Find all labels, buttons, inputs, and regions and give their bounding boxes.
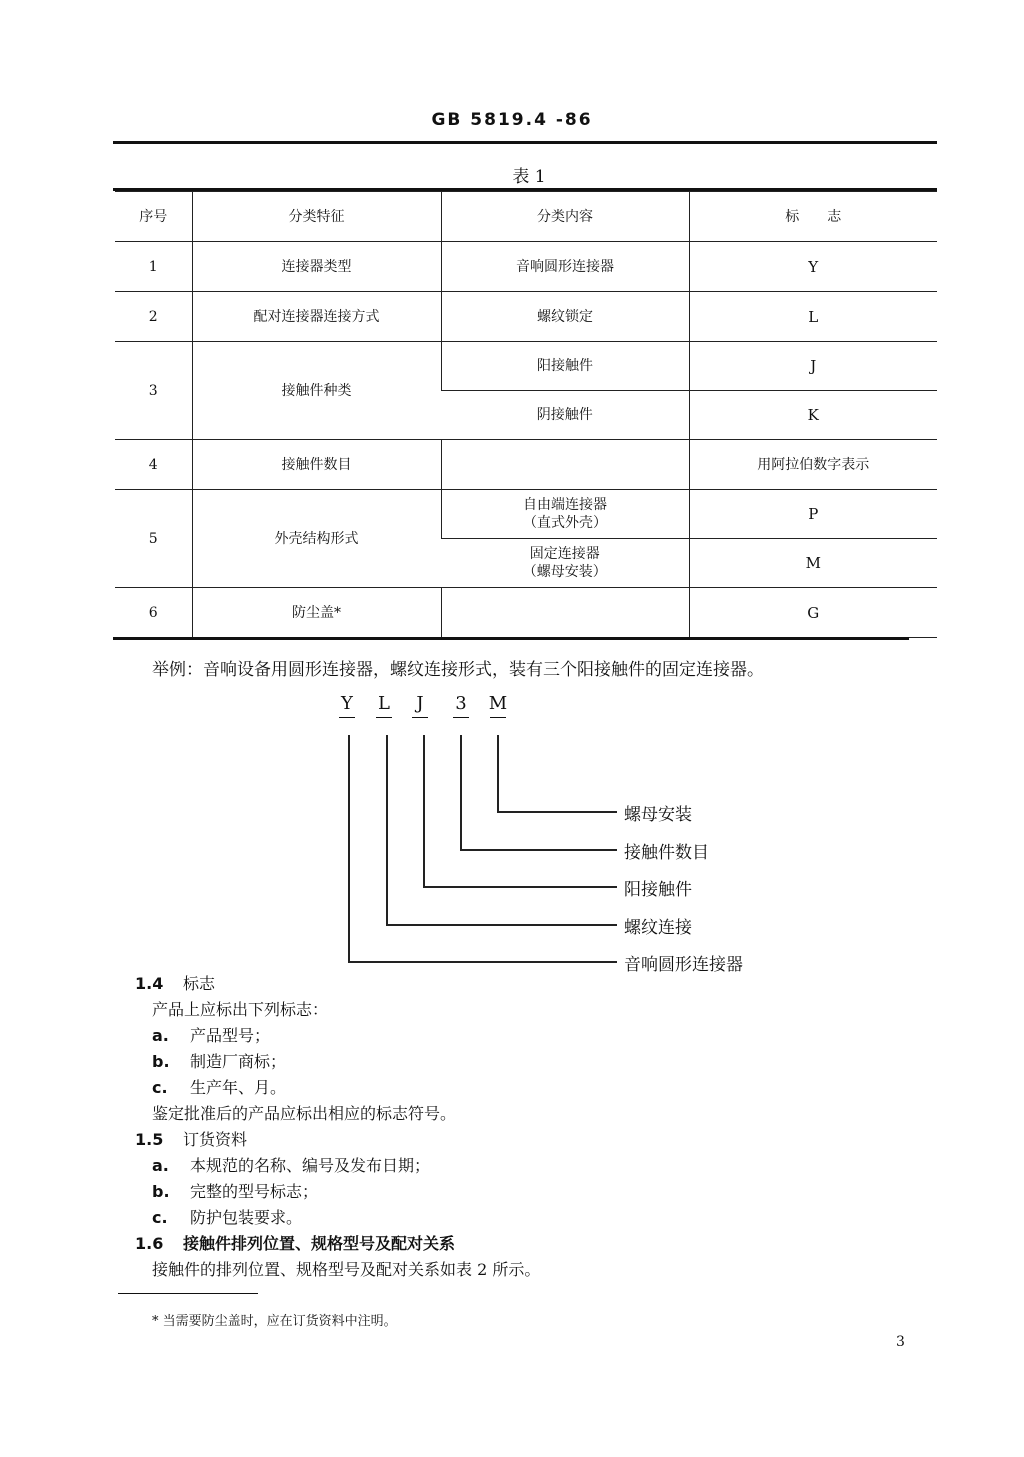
row-mark: M xyxy=(689,539,937,588)
section-intro: 产品上应标出下列标志： xyxy=(152,1000,329,1019)
list-label: a. xyxy=(152,1026,169,1045)
row-content: 阳接触件 xyxy=(441,342,689,391)
content-line: （螺母安装） xyxy=(522,564,607,580)
row-mark: Y xyxy=(689,242,937,292)
list-text: 生产年、月。 xyxy=(190,1078,287,1097)
code-letter-l: L xyxy=(378,693,390,714)
leader-j-vertical xyxy=(423,735,425,886)
row-no: 5 xyxy=(115,490,192,588)
code-letter-m: M xyxy=(488,693,508,714)
header-cell-no: 序号 xyxy=(115,192,192,242)
row-mark: 用阿拉伯数字表示 xyxy=(689,440,937,490)
leader-m-horizontal xyxy=(497,811,617,813)
callout-thread-connect: 螺纹连接 xyxy=(624,918,692,938)
footnote: * 当需要防尘盖时，应在订货资料中注明。 xyxy=(152,1314,397,1329)
code-underline xyxy=(339,717,355,718)
example-text: 举例：音响设备用圆形连接器，螺纹连接形式，装有三个阳接触件的固定连接器。 xyxy=(152,660,764,680)
header-cell-feature: 分类特征 xyxy=(192,192,441,242)
page-number: 3 xyxy=(896,1334,905,1350)
callout-audio-connector: 音响圆形连接器 xyxy=(624,955,743,975)
list-label: c. xyxy=(152,1078,168,1097)
row-no: 4 xyxy=(115,440,192,490)
table-row xyxy=(115,588,937,638)
list-text: 防护包装要求。 xyxy=(190,1208,303,1227)
row-no: 2 xyxy=(115,292,192,342)
row-feature: 接触件种类 xyxy=(192,342,441,440)
list-label: b. xyxy=(152,1182,170,1201)
section-note: 鉴定批准后的产品应标出相应的标志符号。 xyxy=(152,1104,457,1123)
row-no: 1 xyxy=(115,242,192,292)
leader-l-horizontal xyxy=(386,924,617,926)
section-number: 1.5 xyxy=(135,1130,164,1149)
section-title: 订货资料 xyxy=(183,1130,248,1149)
row-feature: 配对连接器连接方式 xyxy=(192,292,441,342)
row-content xyxy=(441,440,689,490)
row-feature: 外壳结构形式 xyxy=(192,490,441,588)
table-row xyxy=(115,342,937,391)
leader-3-vertical xyxy=(460,735,462,849)
row-no: 6 xyxy=(115,588,192,638)
table-row xyxy=(115,440,937,490)
list-text: 产品型号； xyxy=(190,1026,271,1045)
section-title: 标志 xyxy=(183,974,216,993)
row-mark: G xyxy=(689,588,937,638)
row-feature: 接触件数目 xyxy=(192,440,441,490)
section-heading-1-4 xyxy=(135,971,215,994)
list-label: a. xyxy=(152,1156,169,1175)
row-content xyxy=(441,588,689,638)
row-feature: 连接器类型 xyxy=(192,242,441,292)
header-rule xyxy=(113,141,937,144)
classification-table xyxy=(115,191,937,638)
row-feature: 防尘盖* xyxy=(192,588,441,638)
section-title: 接触件排列位置、规格型号及配对关系 xyxy=(183,1234,456,1253)
content-line: 自由端连接器 xyxy=(523,497,607,513)
list-text: 制造厂商标； xyxy=(190,1052,287,1071)
row-content: 螺纹锁定 xyxy=(441,292,689,342)
row-content: 阴接触件 xyxy=(441,391,689,440)
row-mark: K xyxy=(689,391,937,440)
table-header-row xyxy=(115,192,937,242)
section-text: 接触件的排列位置、规格型号及配对关系如表 2 所示。 xyxy=(152,1260,541,1279)
list-text: 完整的型号标志； xyxy=(190,1182,319,1201)
row-content: 音响圆形连接器 xyxy=(441,242,689,292)
list-item xyxy=(152,1205,302,1228)
row-no: 3 xyxy=(115,342,192,440)
code-letter-y: Y xyxy=(341,693,353,714)
section-number: 1.6 xyxy=(135,1234,164,1253)
document-header: GB 5819.4 -86 xyxy=(431,110,593,130)
leader-m-vertical xyxy=(497,735,499,811)
table-row xyxy=(115,490,937,539)
table-bottom-rule xyxy=(113,637,909,640)
code-letter-j: J xyxy=(416,693,424,714)
content-line: 固定连接器 xyxy=(529,546,600,562)
table-row xyxy=(115,242,937,292)
row-content xyxy=(441,490,689,539)
leader-3-horizontal xyxy=(460,849,617,851)
section-heading-1-5 xyxy=(135,1127,247,1150)
code-digit-3: 3 xyxy=(455,693,467,714)
leader-y-horizontal xyxy=(348,961,617,963)
list-item xyxy=(152,1049,286,1072)
table-caption: 表 1 xyxy=(512,167,546,187)
code-underline xyxy=(453,717,469,718)
list-label: b. xyxy=(152,1052,170,1071)
section-heading-1-6 xyxy=(135,1231,455,1254)
list-item xyxy=(152,1023,270,1046)
header-cell-mark: 标 志 xyxy=(689,192,937,242)
list-item xyxy=(152,1153,430,1176)
list-item xyxy=(152,1179,318,1202)
code-underline xyxy=(412,717,428,718)
callout-nut-mount: 螺母安装 xyxy=(624,805,692,825)
row-mark: P xyxy=(689,490,937,539)
callout-contact-count: 接触件数目 xyxy=(624,843,709,863)
content-line: （直式外壳） xyxy=(523,515,607,531)
list-label: c. xyxy=(152,1208,168,1227)
leader-y-vertical xyxy=(348,735,350,961)
row-content xyxy=(441,539,689,588)
header-cell-content: 分类内容 xyxy=(441,192,689,242)
callout-male-contact: 阳接触件 xyxy=(624,880,692,900)
row-mark: L xyxy=(689,292,937,342)
leader-l-vertical xyxy=(386,735,388,924)
leader-j-horizontal xyxy=(423,886,617,888)
footnote-rule xyxy=(118,1293,258,1294)
row-mark: J xyxy=(689,342,937,391)
list-text: 本规范的名称、编号及发布日期； xyxy=(190,1156,431,1175)
code-underline xyxy=(490,717,506,718)
list-item xyxy=(152,1075,286,1098)
table-row xyxy=(115,292,937,342)
section-number: 1.4 xyxy=(135,974,164,993)
code-underline xyxy=(376,717,392,718)
